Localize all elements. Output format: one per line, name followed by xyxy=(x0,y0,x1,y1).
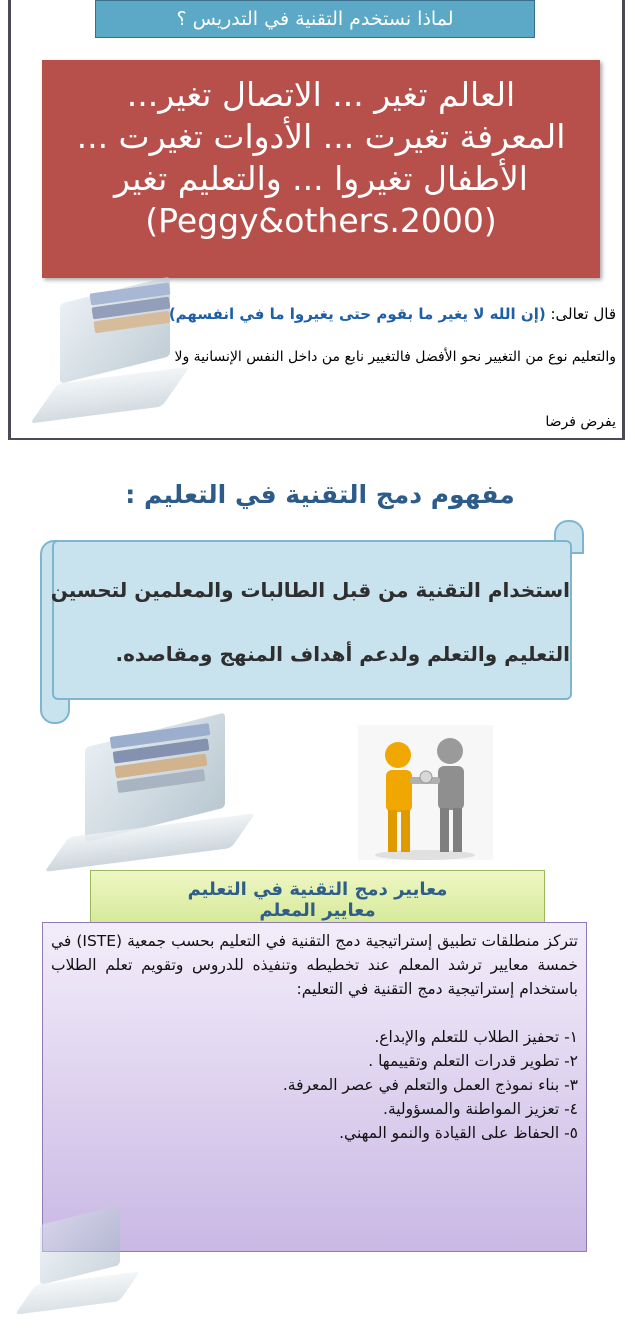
list-item: ١- تحفيز الطلاب للتعلم والإبداع. xyxy=(374,1028,578,1046)
paragraph-line: يفرض فرضا xyxy=(545,414,616,430)
top-title: لماذا نستخدم التقنية في التدريس ؟ xyxy=(95,0,535,38)
concept-line: استخدام التقنية من قبل الطالبات والمعلمين لتحسين xyxy=(50,578,570,602)
standards-box xyxy=(42,922,587,1252)
concept-line: التعليم والتعلم ولدعم أهداف المنهج ومقاصده. xyxy=(115,642,570,666)
list-item: ٤- تعزيز المواطنة والمسؤولية. xyxy=(383,1100,578,1118)
standards-intro: تتركز منطلقات تطبيق إستراتيجية دمج التقنية في التعليم بحسب جمعية (ISTE) في خمسة معايير ترشد المعلم عند تخطيطه وتنفيذه للدروس وتقويم تعلم الطلاب باستخدام إستراتيجية دمج التقنية في التعليم: xyxy=(51,932,578,998)
standards-title: معايير دمج التقنية في التعليم xyxy=(187,879,448,900)
quote-line: الأطفال تغيروا ... والتعليم تغير xyxy=(114,159,528,198)
paragraph-line: والتعليم نوع من التغيير نحو الأفضل فالتغيير نابع من داخل النفس الإنسانية ولا xyxy=(174,349,616,365)
people-handshake-image xyxy=(358,725,493,860)
quote-citation: (Peggy&others.2000) xyxy=(145,201,497,240)
quote-line: العالم تغير ... الاتصال تغير... xyxy=(126,75,516,114)
verse-line xyxy=(20,305,616,323)
teacher-standards-title: معايير المعلم xyxy=(259,900,376,921)
list-item: ٥- الحفاظ على القيادة والنمو المهني. xyxy=(339,1124,578,1142)
verse-prefix: قال تعالى: xyxy=(550,305,616,323)
quote-line: المعرفة تغيرت ... الأدوات تغيرت ... xyxy=(76,117,566,156)
laptop-books-illustration xyxy=(15,725,265,865)
quote-box xyxy=(42,60,600,278)
scroll-banner xyxy=(40,520,598,720)
laptop-books-illustration xyxy=(15,1210,145,1325)
list-item: ٢- تطوير قدرات التعلم وتقييمها . xyxy=(368,1052,578,1070)
list-item: ٣- بناء نموذج العمل والتعلم في عصر المعرفة. xyxy=(282,1076,578,1094)
verse-text: (إن الله لا يغير ما بقوم حتى يغيروا ما في انفسهم) xyxy=(168,305,546,323)
concept-title: مفهوم دمج التقنية في التعليم : xyxy=(125,480,515,509)
